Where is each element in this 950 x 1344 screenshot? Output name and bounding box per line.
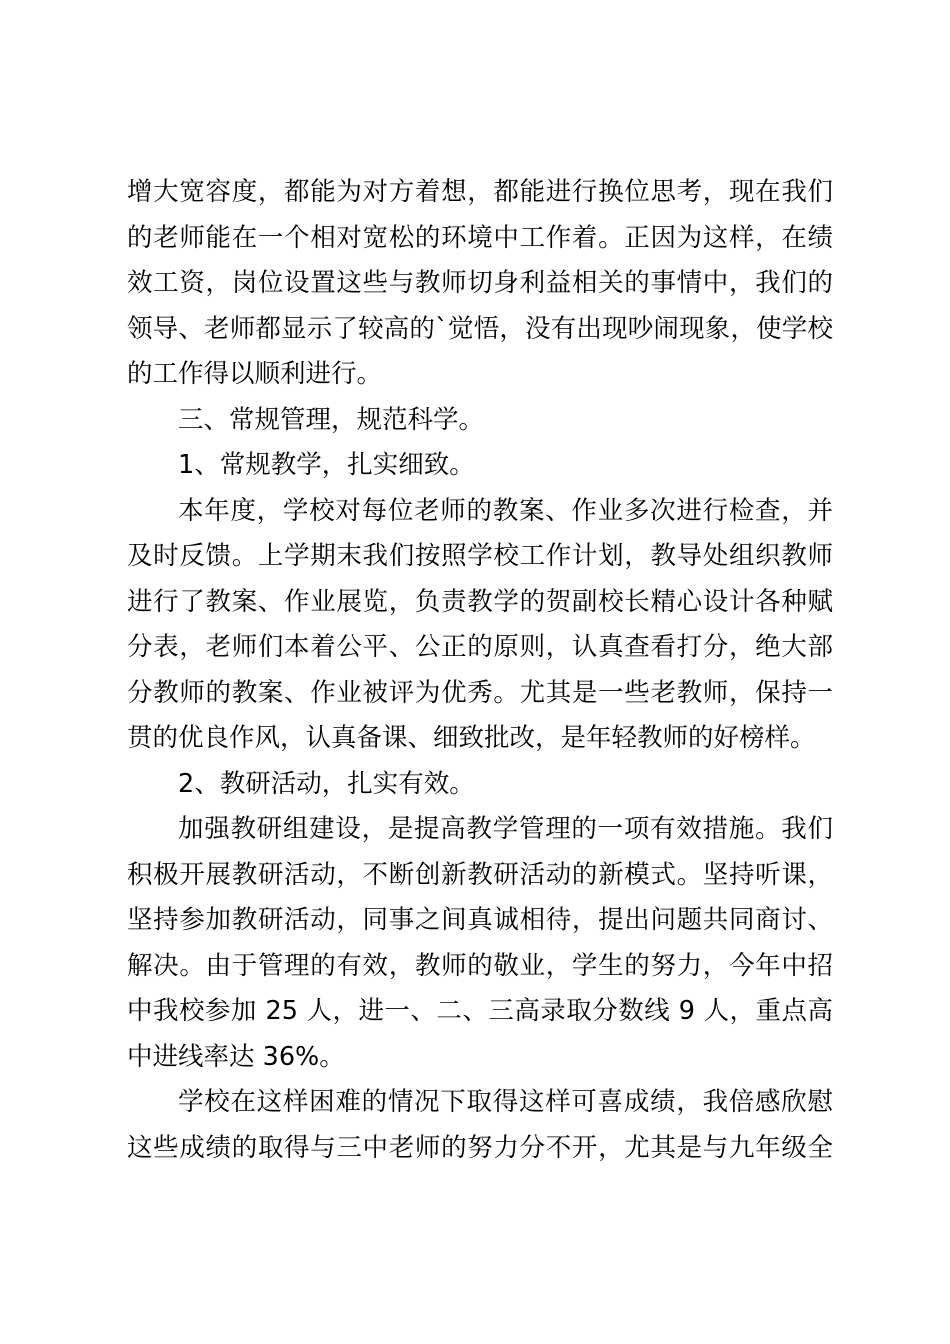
text-line: 本年度，学校对每位老师的教案、作业多次进行检查，并 [178,495,833,526]
text-line: 这些成绩的取得与三中老师的努力分不开，尤其是与九年级全 [127,1132,833,1163]
text-line: 及时反馈。上学期末我们按照学校工作计划，教导处组织教师 [127,541,833,571]
text-line: 领导、老师都显示了较高的`觉悟，没有出现吵闹现象，使学校 [127,313,833,344]
text-line: 中我校参加 25 人，进一、二、三高录取分数线 9 人，重点高 [127,996,833,1026]
text-line: 解决。由于管理的有效，教师的敬业，学生的努力，今年中招 [127,950,833,981]
text-line: 2、教研活动，扎实有效。 [178,768,475,799]
text-line: 坚持参加教研活动，同事之间真诚相待，提出问题共同商讨、 [127,905,833,935]
text-line: 分教师的教案、作业被评为优秀。尤其是一些老教师，保持一 [127,677,833,708]
text-line: 进行了教案、作业展览，负责教学的贺副校长精心设计各种赋 [127,586,833,617]
text-line: 分表，老师们本着公平、公正的原则，认真查看打分，绝大部 [127,632,833,662]
text-line: 三、常规管理，规范科学。 [178,404,485,435]
text-line: 的工作得以顺利进行。 [127,359,383,389]
text-line: 贯的优良作风，认真备课、细致批改，是年轻教师的好榜样。 [127,723,816,753]
text-line: 积极开展教研活动，不断创新教研活动的新模式。坚持听课， [127,859,833,890]
text-line: 的老师能在一个相对宽松的环境中工作着。正因为这样，在绩 [127,222,833,253]
text-line: 学校在这样困难的情况下取得这样可喜成绩，我倍感欣慰 [178,1087,833,1117]
text-line: 增大宽容度，都能为对方着想，都能进行换位思考，现在我们 [127,177,833,207]
text-line: 1、常规教学，扎实细致。 [178,450,475,480]
text-line: 中进线率达 36%。 [127,1041,345,1072]
text-line: 效工资，岗位设置这些与教师切身利益相关的事情中，我们的 [127,268,833,298]
text-line: 加强教研组建设，是提高教学管理的一项有效措施。我们 [178,814,833,844]
document-body [127,170,833,1171]
